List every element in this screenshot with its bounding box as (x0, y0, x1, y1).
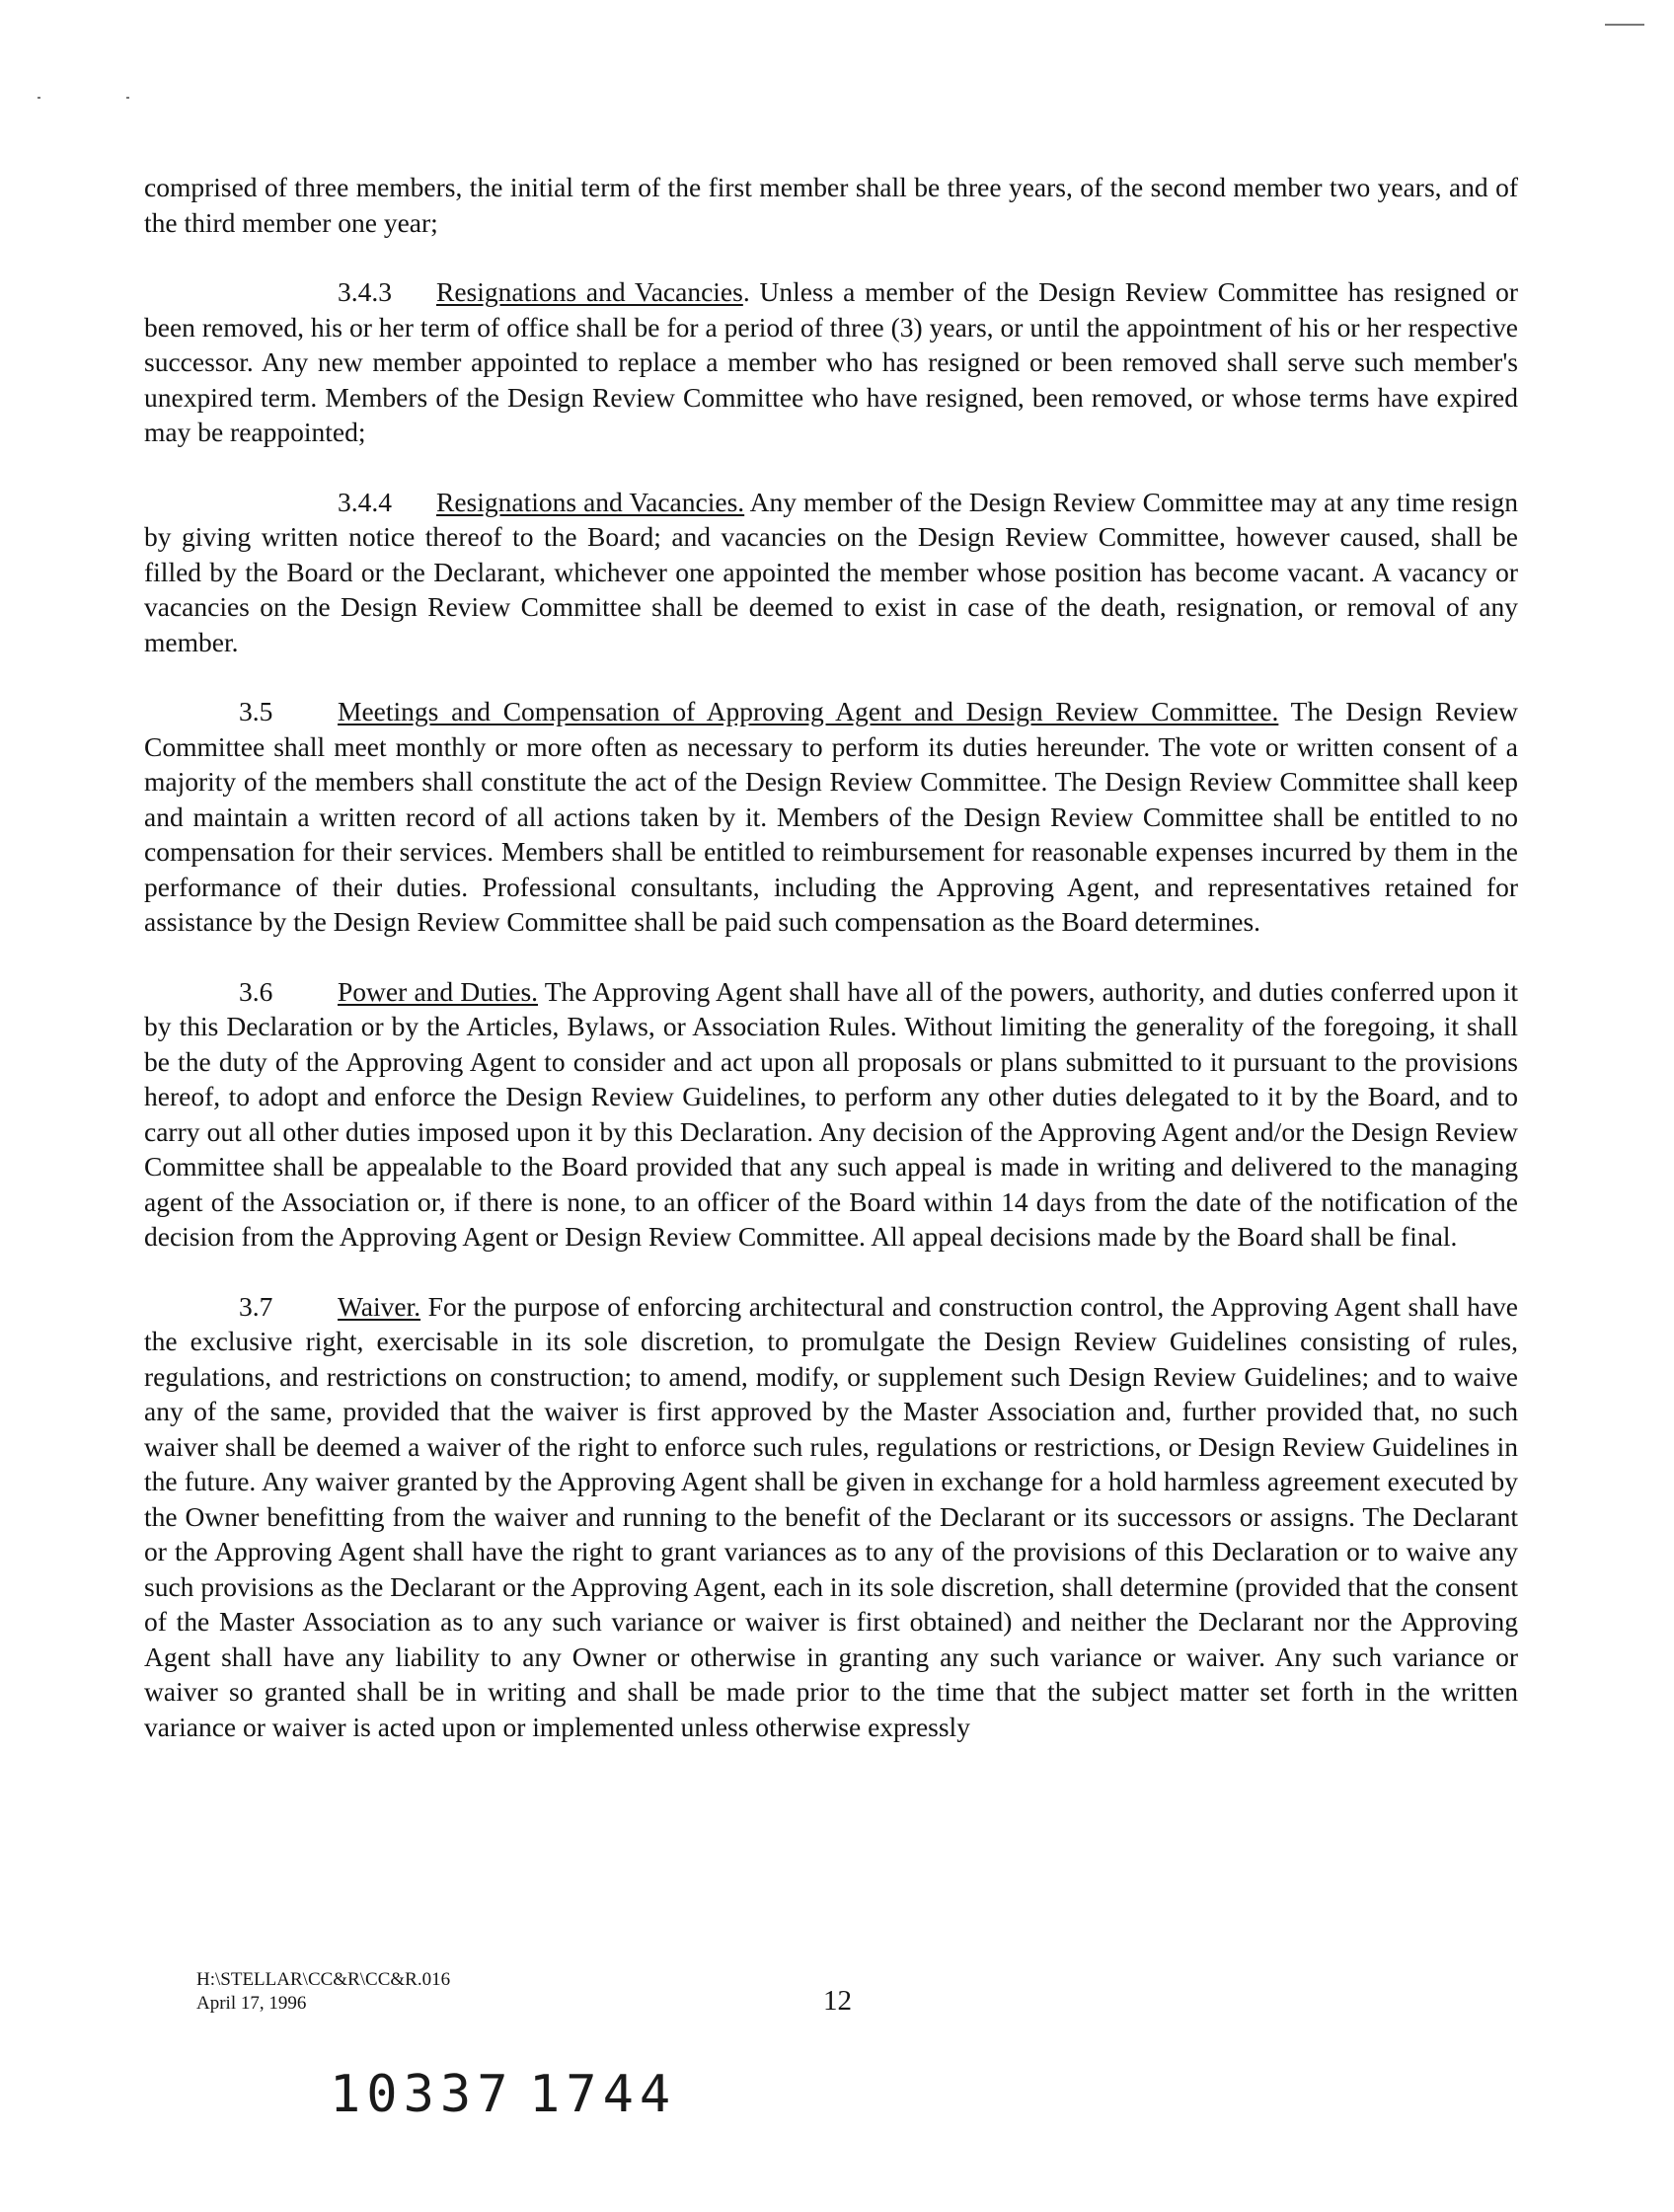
recording-stamp-page: 1744 (529, 2065, 677, 2124)
section-heading: Waiver. (338, 1290, 421, 1322)
section-text: The Approving Agent shall have all of the powers, authority, and duties conferred upon it by this Declaration or by the Articles, Bylaws, or Association Rules. Without limiting the generality of the foregoing, it shall be the duty of the Approving Agent to consider and act upon all proposals or plans submitted to it pursuant to the provisions hereof, to adopt and enforce the Design Review Guidelines, to perform any other duties delegated to it by the Board, and to carry out all other duties imposed upon it by this Declaration. Any decision of the Approving Agent and/or the Design Review Committee shall be appealable to the Board provided that any such appeal is made in writing and delivered to the managing agent of the Association or, if there is none, to an officer of the Board within 14 days from the date of the notification of the decision from the Approving Agent or Design Review Committee. All appeal decisions made by the Board shall be final. (144, 975, 1518, 1252)
document-body (144, 170, 1518, 1779)
section-heading: Power and Duties. (338, 975, 539, 1007)
section-number: 3.6 (239, 975, 273, 1007)
section-3-6 (144, 974, 1518, 1255)
footer-file-path: H:\STELLAR\CC&R\CC&R.016 (196, 1969, 451, 1990)
section-text: The Design Review Committee shall meet monthly or more often as necessary to perform its duties hereunder. The vote or written consent of a majority of the members shall constitute the act of the Design Review Committee. The Design Review Committee shall keep and maintain a written record of all actions taken by it. Members of the Design Review Committee shall be entitled to no compensation for their services. Members shall be entitled to reimbursement for reasonable expenses incurred by them in the performance of their duties. Professional consultants, including the Approving Agent, and representatives retained for assistance by the Design Review Committee shall be paid such compensation as the Board determines. (144, 696, 1519, 937)
section-heading: Resignations and Vacancies (436, 276, 743, 307)
section-text: Unless a member of the Design Review Committee has resigned or been removed, his or her term of office shall be for a period of three (3) years, or until the appointment of his or her respective successor. Any new member appointed to replace a member who has resigned or been removed shall serve such member's unexpired term. Members of the Design Review Committee who have resigned, been removed, or whose terms have expired may be reappointed; (144, 276, 1518, 447)
section-3-4-3 (144, 274, 1518, 450)
section-heading-trail: . (742, 276, 750, 307)
recording-stamp-book: 10337 (330, 2065, 514, 2124)
section-3-7 (144, 1289, 1518, 1745)
scan-mark-top-left-b (126, 97, 129, 99)
continuation-paragraph (144, 170, 1518, 240)
continuation-text: comprised of three members, the initial term of the first member shall be three years, of the second member two years, and of the third member one year; (144, 172, 1518, 238)
section-text: Any member of the Design Review Committee may at any time resign by giving written notice thereof to the Board; and vacancies on the Design Review Committee, however caused, shall be filled by the Board or the Declarant, whichever one appointed the member whose position has become vacant. A vacancy or vacancies on the Design Review Committee shall be deemed to exist in case of the death, resignation, or removal of any member. (144, 486, 1518, 657)
section-text: For the purpose of enforcing architectural and construction control, the Approving Agent shall have the exclusive right, exercisable in its sole discretion, to promulgate the Design Review Guidelines consisting of rules, regulations, and restrictions on construction; to amend, modify, or supplement such Design Review Guidelines; and to waive any of the same, provided that the waiver is first approved by the Master Association and, further provided that, no such waiver shall be deemed a waiver of the right to enforce such rules, regulations or restrictions, or Design Review Guidelines in the future. Any waiver granted by the Approving Agent shall be given in exchange for a hold harmless agreement executed by the Owner benefitting from the waiver and running to the benefit of the Declarant or its successors or assigns. The Declarant or the Approving Agent shall have the right to grant variances as to any of the provisions of this Declaration or to waive any such provisions as the Declarant or the Approving Agent, each in its sole discretion, shall determine (provided that the consent of the Master Association as to any such variance or waiver is first obtained) and neither the Declarant nor the Approving Agent shall have any liability to any Owner or otherwise in granting any such variance or waiver. Any such variance or waiver so granted shall be in writing and shall be made prior to the time that the subject matter set forth in the written variance or waiver is acted upon or implemented unless otherwise expressly (144, 1290, 1518, 1742)
section-3-4-4 (144, 485, 1518, 660)
section-heading: Meetings and Compensation of Approving Agent and Design Review Committee. (338, 696, 1279, 726)
section-3-5 (144, 694, 1518, 940)
scan-mark-top-right (1605, 24, 1644, 26)
section-number: 3.7 (239, 1290, 273, 1322)
scan-mark-top-left-a (38, 97, 40, 99)
section-number: 3.4.4 (338, 486, 392, 517)
section-number: 3.5 (239, 696, 273, 726)
section-heading: Resignations and Vacancies. (436, 486, 745, 517)
section-number: 3.4.3 (338, 276, 392, 307)
footer-date: April 17, 1996 (196, 1993, 307, 2014)
page-number: 12 (823, 1985, 852, 2017)
